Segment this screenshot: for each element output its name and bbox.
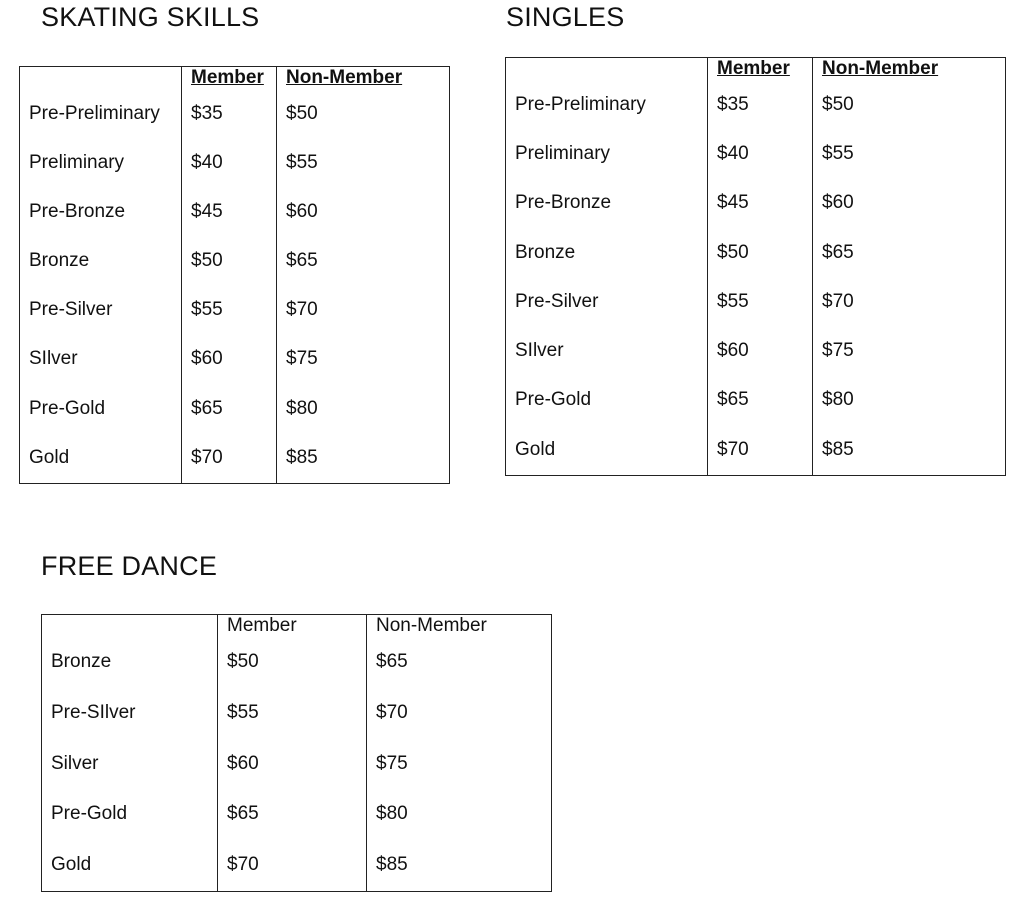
level-cell: Pre-Bronze xyxy=(20,187,182,236)
level-cell: Bronze xyxy=(506,228,708,277)
singles-table xyxy=(505,57,1006,476)
level-cell: Pre-Preliminary xyxy=(506,80,708,129)
member-fee-cell: $50 xyxy=(218,637,367,688)
table-row xyxy=(20,138,450,187)
member-fee-cell: $50 xyxy=(182,237,277,286)
table-row xyxy=(506,376,1006,425)
table-row xyxy=(20,433,450,483)
member-fee-cell: $55 xyxy=(218,688,367,739)
non-member-fee-cell: $55 xyxy=(286,151,318,173)
non-member-fee-cell: $70 xyxy=(822,290,854,312)
level-cell: Pre-SIlver xyxy=(42,688,218,739)
member-fee-cell: $35 xyxy=(708,80,813,129)
table-row xyxy=(42,738,552,789)
table-header-row xyxy=(506,58,1006,81)
level-cell: Pre-Gold xyxy=(20,384,182,433)
level-cell: Preliminary xyxy=(20,138,182,187)
table-row xyxy=(20,384,450,433)
member-fee-cell: $55 xyxy=(182,286,277,335)
level-cell: Gold xyxy=(506,425,708,475)
non-member-column-header: Non-Member xyxy=(822,58,939,79)
member-fee-cell: $35 xyxy=(182,89,277,138)
non-member-fee-cell: $55 xyxy=(822,142,854,164)
member-fee-cell: $60 xyxy=(182,335,277,384)
level-cell: Bronze xyxy=(20,237,182,286)
non-member-fee-cell: $80 xyxy=(822,389,854,411)
table-row xyxy=(20,237,450,286)
level-cell: Pre-Preliminary xyxy=(20,89,182,138)
table-row xyxy=(20,286,450,335)
member-fee-cell: $40 xyxy=(182,138,277,187)
level-cell: Pre-Bronze xyxy=(506,179,708,228)
singles-rows xyxy=(506,80,1006,476)
table-row xyxy=(506,425,1006,475)
level-cell: SIlver xyxy=(506,326,708,375)
table-row xyxy=(42,688,552,739)
non-member-fee-cell: $65 xyxy=(376,651,408,673)
table-row xyxy=(506,326,1006,375)
member-fee-cell: $65 xyxy=(218,789,367,840)
non-member-fee-cell: $50 xyxy=(286,102,318,124)
level-cell: Pre-Silver xyxy=(20,286,182,335)
table-row xyxy=(506,80,1006,129)
table-row xyxy=(42,840,552,892)
table-row xyxy=(506,228,1006,277)
non-member-fee-cell: $75 xyxy=(822,340,854,362)
level-cell: Pre-Silver xyxy=(506,277,708,326)
non-member-fee-cell: $65 xyxy=(822,241,854,263)
member-fee-cell: $45 xyxy=(708,179,813,228)
free-dance-rows xyxy=(42,637,552,892)
non-member-fee-cell: $80 xyxy=(376,803,408,825)
non-member-column-header: Non-Member xyxy=(286,67,403,88)
member-fee-cell: $60 xyxy=(218,738,367,789)
table-header-row xyxy=(20,67,450,90)
table-header-row xyxy=(42,615,552,638)
free-dance-title: FREE DANCE xyxy=(41,551,218,581)
non-member-fee-cell: $60 xyxy=(286,200,318,222)
non-member-fee-cell: $85 xyxy=(376,854,408,876)
skating-skills-table xyxy=(19,66,450,484)
level-cell: SIlver xyxy=(20,335,182,384)
non-member-fee-cell: $85 xyxy=(286,447,318,469)
member-fee-cell: $65 xyxy=(708,376,813,425)
table-row xyxy=(20,89,450,138)
table-row xyxy=(42,789,552,840)
table-row xyxy=(506,277,1006,326)
level-cell: Gold xyxy=(20,433,182,483)
level-cell: Bronze xyxy=(42,637,218,688)
non-member-fee-cell: $60 xyxy=(822,192,854,214)
member-fee-cell: $70 xyxy=(182,433,277,483)
level-cell: Silver xyxy=(42,738,218,789)
level-column-header xyxy=(42,615,218,638)
non-member-fee-cell: $70 xyxy=(376,701,408,723)
level-cell: Pre-Gold xyxy=(42,789,218,840)
level-column-header xyxy=(20,67,182,90)
non-member-fee-cell: $75 xyxy=(376,752,408,774)
level-column-header xyxy=(506,58,708,81)
non-member-fee-cell: $50 xyxy=(822,93,854,115)
member-fee-cell: $45 xyxy=(182,187,277,236)
free-dance-table xyxy=(41,614,552,892)
table-row xyxy=(42,637,552,688)
non-member-fee-cell: $75 xyxy=(286,348,318,370)
level-cell: Preliminary xyxy=(506,129,708,178)
member-fee-cell: $65 xyxy=(182,384,277,433)
level-cell: Gold xyxy=(42,840,218,892)
table-row xyxy=(506,129,1006,178)
member-column-header: Member xyxy=(708,58,813,81)
member-column-header: Member xyxy=(182,67,277,90)
member-fee-cell: $55 xyxy=(708,277,813,326)
non-member-fee-cell: $65 xyxy=(286,250,318,272)
non-member-fee-cell: $70 xyxy=(286,299,318,321)
member-fee-cell: $70 xyxy=(708,425,813,475)
skating-skills-rows xyxy=(20,89,450,484)
skating-skills-title: SKATING SKILLS xyxy=(41,2,260,32)
member-fee-cell: $60 xyxy=(708,326,813,375)
member-fee-cell: $50 xyxy=(708,228,813,277)
level-cell: Pre-Gold xyxy=(506,376,708,425)
member-fee-cell: $40 xyxy=(708,129,813,178)
non-member-column-header: Non-Member xyxy=(376,615,487,636)
singles-title: SINGLES xyxy=(506,2,625,32)
non-member-fee-cell: $85 xyxy=(822,439,854,461)
member-column-header: Member xyxy=(218,615,367,638)
non-member-fee-cell: $80 xyxy=(286,397,318,419)
table-row xyxy=(20,187,450,236)
table-row xyxy=(20,335,450,384)
table-row xyxy=(506,179,1006,228)
member-fee-cell: $70 xyxy=(218,840,367,892)
